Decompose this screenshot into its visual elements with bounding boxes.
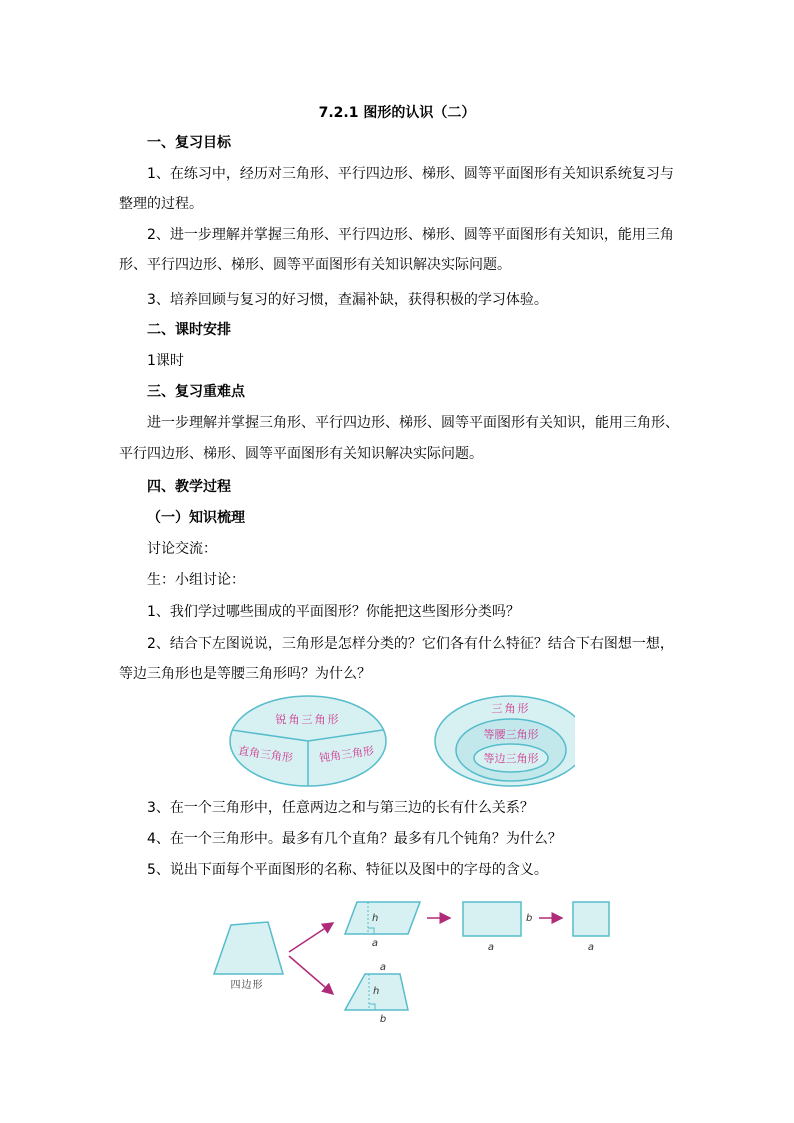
triangle-classification-figure bbox=[225, 690, 575, 794]
letter-h: h bbox=[372, 913, 379, 924]
letter-a: a bbox=[379, 962, 387, 973]
paragraph-line: 3、在一个三角形中，任意两边之和与第三边的长有什么关系？ bbox=[147, 800, 534, 816]
arrow-to-parallelogram bbox=[289, 923, 333, 952]
paragraph-line: 进一步理解并掌握三角形、平行四边形、梯形、圆等平面图形有关知识，能用三角形、 bbox=[147, 415, 679, 431]
letter-a: a bbox=[587, 942, 595, 953]
letter-b: b bbox=[379, 1014, 387, 1025]
paragraph-line: 2、进一步理解并掌握三角形、平行四边形、梯形、圆等平面图形有关知识，能用三角 bbox=[147, 227, 674, 243]
letter-a: a bbox=[487, 942, 495, 953]
page-title: 7.2.1 图形的认识（二） bbox=[318, 105, 476, 121]
label-acute-triangle: 锐角三角形 bbox=[275, 713, 341, 726]
paragraph-line: 1、在练习中，经历对三角形、平行四边形、梯形、圆等平面图形有关知识系统复习与 bbox=[147, 166, 674, 182]
label-obtuse-triangle: 钝角三角形 bbox=[318, 744, 375, 765]
paragraph-line: 5、说出下面每个平面图形的名称、特征以及图中的字母的含义。 bbox=[147, 862, 548, 878]
label-triangle: 三角形 bbox=[491, 702, 531, 715]
parallelogram-shape bbox=[345, 902, 420, 934]
letter-b: b bbox=[526, 913, 533, 924]
label-right-triangle: 直角三角形 bbox=[237, 744, 294, 765]
quadrilateral-figure bbox=[205, 890, 625, 1030]
subheading-knowledge: （一）知识梳理 bbox=[147, 510, 245, 526]
paragraph-line: 1、我们学过哪些围成的平面图形？你能把这些图形分类吗？ bbox=[147, 604, 520, 620]
quadrilateral-shape bbox=[214, 922, 283, 974]
paragraph-line: 2、结合下左图说说，三角形是怎样分类的？它们各有什么特征？结合下右图想一想， bbox=[147, 636, 674, 652]
label-isosceles-triangle: 等腰三角形 bbox=[483, 728, 539, 741]
arrow-to-trapezoid bbox=[289, 956, 333, 994]
rectangle-shape bbox=[463, 902, 521, 936]
paragraph-line: 1课时 bbox=[147, 353, 184, 369]
label-quadrilateral: 四边形 bbox=[230, 980, 264, 991]
heading-review-goals: 一、复习目标 bbox=[147, 135, 231, 151]
label-equilateral-triangle: 等边三角形 bbox=[483, 752, 539, 765]
paragraph-line: 形、平行四边形、梯形、圆等平面图形有关知识解决实际问题。 bbox=[119, 257, 511, 273]
heading-teaching-process: 四、教学过程 bbox=[147, 479, 231, 495]
paragraph-line: 4、在一个三角形中。最多有几个直角？最多有几个钝角？为什么？ bbox=[147, 831, 562, 847]
letter-a: a bbox=[371, 938, 379, 949]
letter-h: h bbox=[373, 986, 380, 997]
square-shape bbox=[573, 902, 609, 936]
paragraph-line: 等边三角形也是等腰三角形吗？为什么？ bbox=[119, 666, 371, 682]
triangle-angle-classification-diagram bbox=[230, 696, 386, 786]
paragraph-line: 3、培养回顾与复习的好习惯，查漏补缺，获得积极的学习体验。 bbox=[147, 292, 548, 308]
heading-key-points: 三、复习重难点 bbox=[147, 384, 245, 400]
paragraph-line: 生：小组讨论： bbox=[147, 572, 245, 588]
triangle-side-classification-diagram bbox=[435, 696, 575, 786]
paragraph-line: 讨论交流： bbox=[147, 541, 217, 557]
paragraph-line: 整理的过程。 bbox=[119, 196, 203, 212]
paragraph-line: 平行四边形、梯形、圆等平面图形有关知识解决实际问题。 bbox=[119, 446, 483, 462]
heading-schedule: 二、课时安排 bbox=[147, 322, 231, 338]
